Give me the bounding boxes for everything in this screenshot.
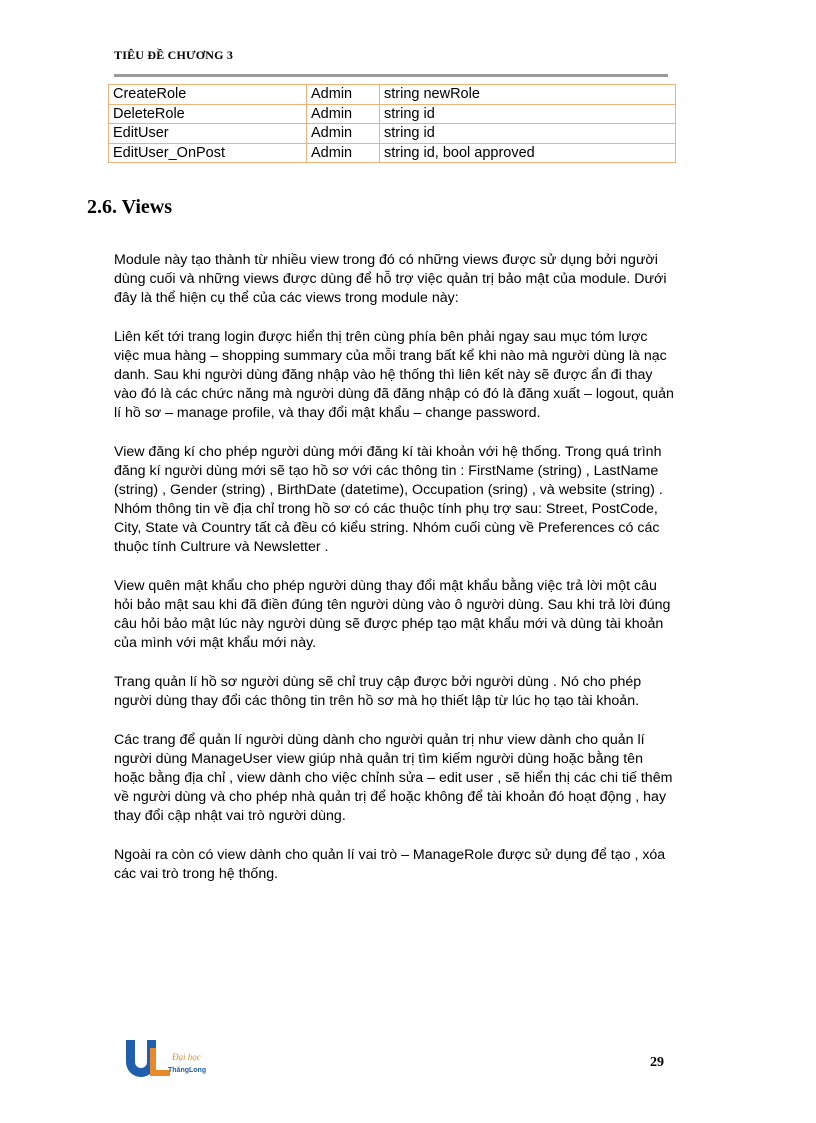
logo-text-top: Đại học: [172, 1052, 201, 1062]
table-cell: string newRole: [380, 85, 676, 105]
logo-l-shape: [150, 1048, 170, 1076]
table-cell: Admin: [307, 143, 380, 163]
paragraph: Module này tạo thành từ nhiều view trong đó có những views được sử dụng bởi người dùng cuối và những views được dùng để hỗ trợ việc quản trị bảo mật của module. Dưới đây là thể hiện cụ thể của các views trong module này:: [114, 252, 667, 306]
table-row: [109, 143, 676, 163]
paragraph: Trang quản lí hồ sơ người dùng sẽ chỉ truy cập được bởi người dùng . Nó cho phép người dùng thay đổi các thông tin trên hồ sơ mà họ thiết lập từ lúc họ tạo tài khoản.: [114, 674, 642, 709]
university-logo: [124, 1038, 208, 1078]
table-cell: Admin: [307, 85, 380, 105]
table-cell: string id: [380, 124, 676, 144]
table-cell: DeleteRole: [109, 104, 307, 124]
roles-table: [108, 84, 676, 163]
table-row: [109, 85, 676, 105]
table-cell: string id, bool approved: [380, 143, 676, 163]
table-cell: string id: [380, 104, 676, 124]
header-rule: [114, 74, 668, 77]
logo-text-bottom: ThăngLong: [168, 1067, 207, 1074]
paragraph: View đăng kí cho phép người dùng mới đăng kí tài khoản với hệ thống. Trong quá trình đăng kí người dùng mới sẽ tạo hồ sơ với các thông tin : FirstName (string) , LastName (string) , Gender (string) , BirthDate (datetime), Occupation (sring) , và website (string) . Nhóm thông tin về địa chỉ trong hồ sơ có các thuộc tính phụ trợ sau: Street, PostCode, City, State và Country tất cả đều có kiểu string. Nhóm cuối cùng về Preferences có các thuộc tính Cultrure và Newsletter .: [114, 444, 663, 555]
table-cell: EditUser: [109, 124, 307, 144]
chapter-header: TIÊU ĐỀ CHƯƠNG 3: [114, 48, 234, 62]
paragraph: View quên mật khẩu cho phép người dùng thay đổi mật khẩu bằng việc trả lời một câu hỏi bảo mật sau khi đã điền đúng tên người dùng vào ô người dùng. Sau khi trả lời đúng câu hỏi bảo mật lúc này người dùng sẽ được phép tạo mật khẩu mới và dùng tài khoản của mình với mật khẩu mới này.: [114, 578, 671, 651]
table-row: [109, 124, 676, 144]
table-row: [109, 104, 676, 124]
paragraph: Liên kết tới trang login được hiển thị trên cùng phía bên phải ngay sau mục tóm lược việc mua hàng – shopping summary của mỗi trang bất kể khi nào mà người dùng là nạc danh. Sau khi người dùng đăng nhập vào hệ thống thì liên kết này sẽ được ẩn đi thay vào đó là các chức năng mà người dùng đã đăng nhập có đó là đăng xuất – logout, quản lí hồ sơ – manage profile, và thay đổi mật khẩu – change password.: [114, 329, 674, 421]
paragraph: Các trang để quản lí người dùng dành cho người quản trị như view dành cho quản lí người dùng ManageUser view giúp nhà quản trị tìm kiếm người dùng hoặc bằng tên hoặc bằng địa chỉ , view dành cho việc chỉnh sửa – edit user , sẽ hiển thị các chi tiế thêm về người dùng và cho phép nhà quản trị để hoặc không để tài khoản đó hoạt động , hay thay đổi cập nhật vai trò người dùng.: [114, 732, 673, 824]
paragraph: Ngoài ra còn có view dành cho quản lí vai trò – ManageRole được sử dụng để tạo , xóa các vai trò trong hệ thống.: [114, 847, 666, 882]
table-cell: Admin: [307, 124, 380, 144]
body-text: [114, 251, 674, 904]
page-number: 29: [650, 1055, 664, 1070]
table-cell: Admin: [307, 104, 380, 124]
table-cell: EditUser_OnPost: [109, 143, 307, 163]
section-title: 2.6. Views: [87, 196, 172, 218]
table-cell: CreateRole: [109, 85, 307, 105]
